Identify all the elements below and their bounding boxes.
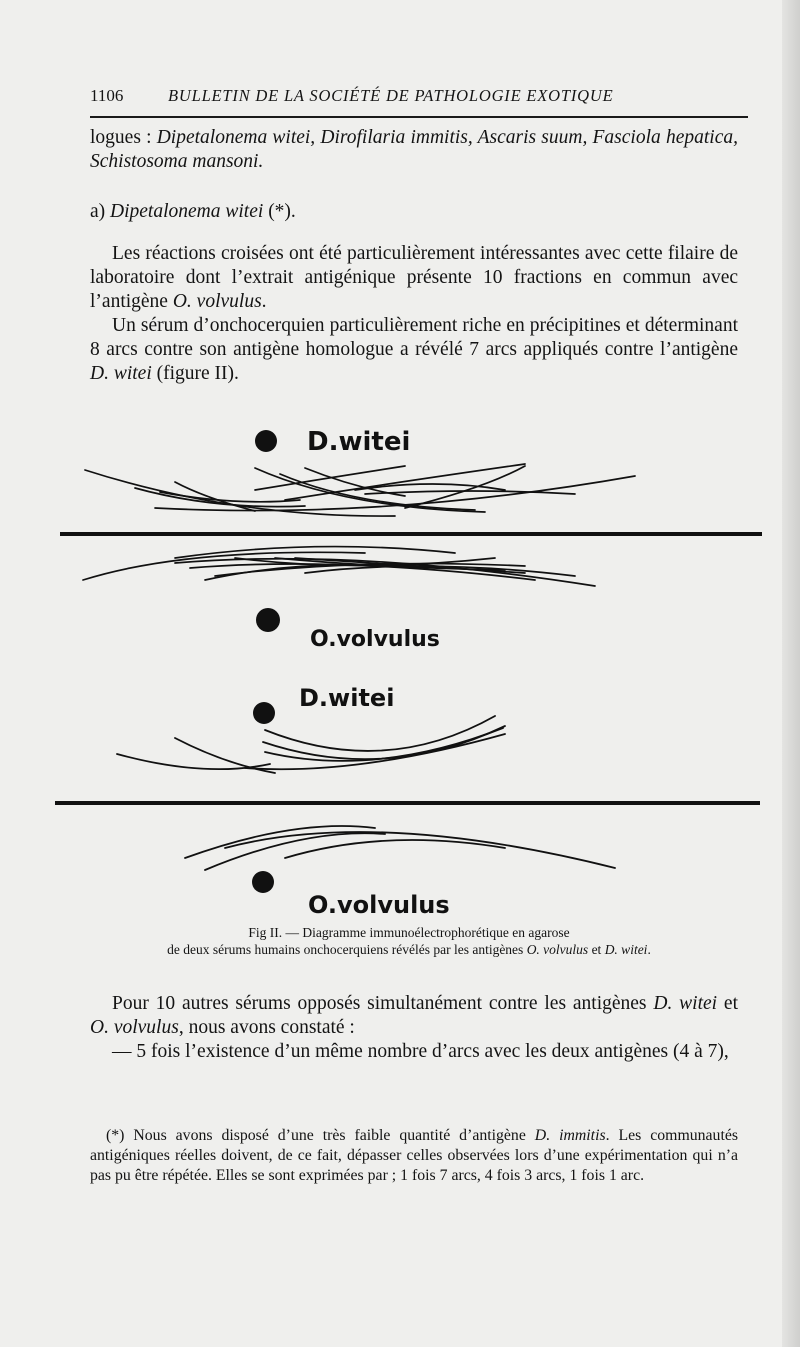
antigen-well-witei-bottom [253, 702, 275, 724]
footnote-antigen: D. immitis [534, 1127, 606, 1144]
precipitin-arcs-top-lower [83, 547, 595, 586]
section-prefix: a) [90, 201, 111, 222]
paragraph-conjunction: et [717, 993, 739, 1014]
journal-title: BULLETIN DE LA SOCIÉTÉ DE PATHOLOGIE EXOTIQUE [168, 86, 614, 105]
paragraph-cross-reactions [90, 242, 738, 386]
section-heading-a [90, 200, 738, 224]
immunoelectrophoresis-figure [55, 408, 767, 922]
label-volvulus-bottom: O.volvulus [308, 891, 450, 919]
header-rule [90, 116, 748, 118]
label-witei-top: D.witei [307, 427, 411, 457]
paragraph-text: Un sérum d’onchocerquien particulièrement riche en précipitines et déterminant 8 arcs contre son antigène homologue a révélé 7 arcs appliqués contre l’antigène [90, 315, 738, 360]
caption-line-1: Fig II. — Diagramme immunoélectrophorétique en agarose [248, 925, 570, 940]
label-witei-bottom: D.witei [299, 684, 395, 712]
footnote-text: (*) Nous avons disposé d’une très faible quantité d’antigène [106, 1127, 535, 1144]
caption-line-2 [75, 941, 743, 958]
paragraph-same-arcs: — 5 fois l’existence d’un même nombre d’arcs avec les deux antigènes (4 à 7), [112, 1041, 729, 1062]
paragraph-species-list [90, 126, 738, 174]
running-header [90, 86, 740, 110]
caption-antigen: O. volvulus [526, 942, 589, 957]
species-list: Dipetalonema witei, Dirofilaria immitis, Ascaris suum, Fasciola hepatica, Schistosoma mansoni. [90, 127, 738, 172]
antigen-name: D. witei [653, 993, 718, 1014]
antigen-name: O. volvulus [90, 1017, 179, 1038]
caption-antigen: D. witei [604, 942, 648, 957]
antibody-trough-top [60, 532, 762, 536]
paragraph-ten-sera [90, 992, 738, 1064]
precipitin-arcs-top-upper [85, 464, 635, 516]
antigen-name: O. volvulus [172, 291, 262, 312]
antibody-trough-bottom [55, 801, 760, 805]
section-title: Dipetalonema witei [110, 201, 264, 222]
paragraph-end: , nous avons constaté : [178, 1017, 355, 1038]
paragraph-lead: logues : [90, 127, 157, 148]
paragraph-text: Les réactions croisées ont été particulièrement intéressantes avec cette filaire de laboratoire dont l’extrait antigénique présente 10 fractions en commun avec l’antigène [90, 243, 738, 312]
caption-text: de deux sérums humains onchocerquiens révélés par les antigènes [167, 942, 527, 957]
antigen-well-volvulus-bottom [252, 871, 274, 893]
footnote-mark: (*). [263, 201, 296, 222]
antigen-name: D. witei [90, 363, 152, 384]
paragraph-end: (figure II). [151, 363, 239, 384]
figure-diagram [55, 408, 767, 922]
footnote-end: . Les communautés antigéniques réelles doivent, de ce fait, dépasser celles observées lors d’une expérimentation qui n’a pas pu être répétée. Elles se sont exprimées par ; 1 fois 7 arcs, 4 fois 3 arcs, 1 fois 1 arc. [90, 1127, 738, 1184]
antigen-well-witei-top [255, 430, 277, 452]
precipitin-arcs-bottom-upper [117, 716, 505, 773]
paragraph-text: Pour 10 autres sérums opposés simultanément contre les antigènes [112, 993, 654, 1014]
page-edge-shadow [782, 0, 800, 1347]
label-volvulus-top: O.volvulus [310, 627, 440, 652]
footnote [90, 1126, 738, 1186]
antigen-well-volvulus-top [256, 608, 280, 632]
caption-conjunction: et [588, 942, 605, 957]
paragraph-end: . [261, 291, 267, 312]
page-number: 1106 [90, 86, 124, 105]
precipitin-arcs-bottom-lower [185, 826, 615, 870]
caption-end: . [647, 942, 651, 957]
figure-caption [75, 924, 743, 958]
